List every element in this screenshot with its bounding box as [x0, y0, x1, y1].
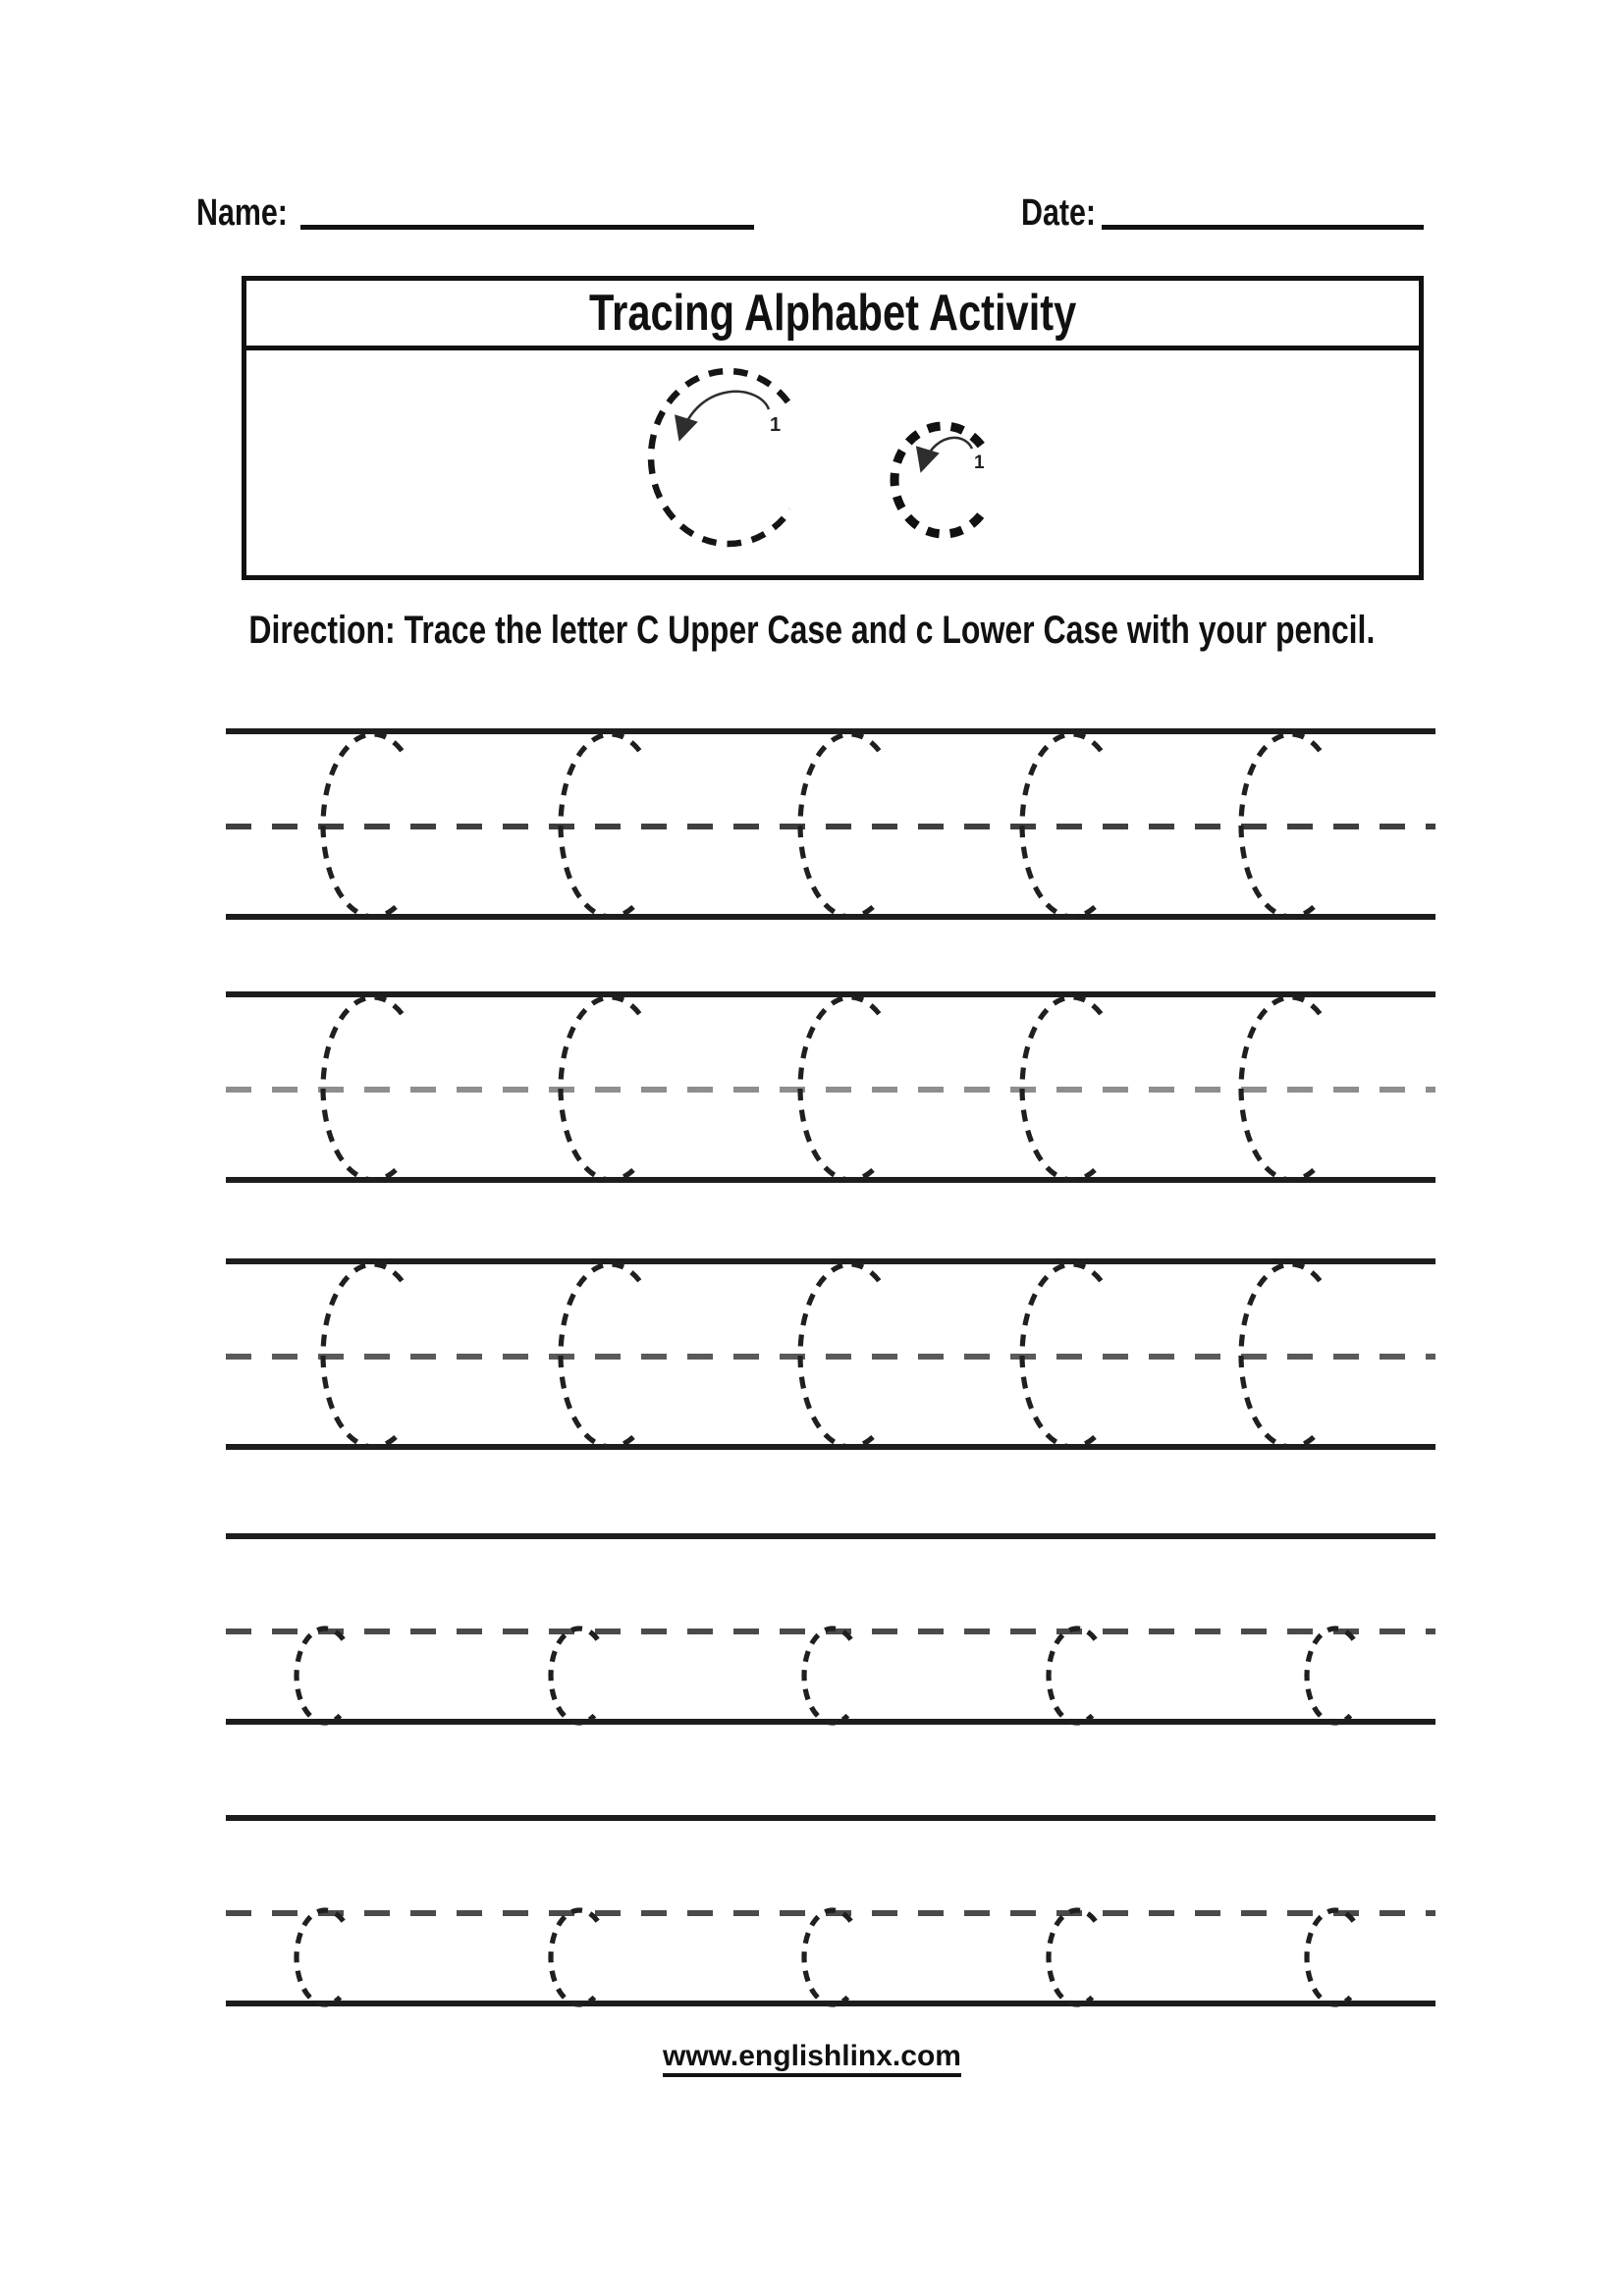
trace-letter-uppercase-C: [557, 1260, 665, 1452]
trace-letter-lowercase-c: [1301, 1905, 1370, 2008]
trace-letter-uppercase-C: [1018, 730, 1126, 922]
direction-text: Direction: Trace the letter C Upper Case and c Lower Case with your pencil.: [248, 609, 1376, 652]
trace-letter-uppercase-C: [557, 730, 665, 922]
trace-letter-lowercase-c: [798, 1624, 867, 1727]
trace-letter-outline: [561, 734, 639, 917]
trace-letter-outline: [1241, 1264, 1320, 1447]
trace-letter-outline: [1049, 1629, 1096, 1723]
trace-letter-outline: [800, 1264, 879, 1447]
footer-link[interactable]: www.englishlinx.com: [663, 2040, 961, 2077]
trace-letter-outline: [1022, 1264, 1101, 1447]
demo-uppercase-c-outline: [651, 371, 790, 544]
trace-letter-outline: [561, 997, 639, 1180]
trace-letter-uppercase-C: [319, 1260, 427, 1452]
title-row: [246, 281, 1419, 350]
trace-letter-outline: [323, 997, 402, 1180]
trace-letter-outline: [1241, 734, 1320, 917]
trace-letter-lowercase-c: [545, 1905, 614, 2008]
trace-letter-outline: [1022, 734, 1101, 917]
worksheet-title: Tracing Alphabet Activity: [588, 285, 1077, 342]
date-blank-line: [1102, 225, 1424, 230]
trace-letter-uppercase-C: [796, 993, 904, 1185]
footer: [0, 2040, 1624, 2073]
trace-letter-outline: [1307, 1910, 1354, 2004]
trace-letter-uppercase-C: [796, 730, 904, 922]
name-blank-line: [300, 225, 754, 230]
trace-letter-outline: [551, 1910, 598, 2004]
trace-letter-outline: [1241, 997, 1320, 1180]
trace-letter-outline: [561, 1264, 639, 1447]
stroke-direction-arrow: [680, 392, 769, 437]
date-label: Date:: [1021, 192, 1097, 234]
title-box: [242, 276, 1424, 580]
practice-row-2-uppercase: [226, 991, 1435, 1183]
trace-letter-lowercase-c: [1043, 1624, 1111, 1727]
practice-row-3-uppercase: [226, 1258, 1435, 1450]
stroke-number: 1: [974, 453, 985, 473]
trace-letter-uppercase-C: [319, 730, 427, 922]
trace-letter-uppercase-C: [557, 993, 665, 1185]
direction-line: [0, 609, 1624, 652]
name-label: Name:: [196, 192, 288, 234]
trace-letter-uppercase-C: [1237, 730, 1345, 922]
trace-letter-outline: [800, 734, 879, 917]
trace-letter-outline: [297, 1910, 344, 2004]
practice-row-1-uppercase: [226, 728, 1435, 920]
trace-letter-outline: [323, 734, 402, 917]
letter-demo-area: [246, 350, 1419, 570]
trace-letter-outline: [323, 1264, 402, 1447]
trace-letter-uppercase-C: [1237, 1260, 1345, 1452]
trace-letter-uppercase-C: [796, 1260, 904, 1452]
trace-letter-uppercase-C: [1018, 993, 1126, 1185]
trace-letter-lowercase-c: [1301, 1624, 1370, 1727]
practice-row-4-lowercase: [226, 1533, 1435, 1725]
trace-letter-lowercase-c: [545, 1624, 614, 1727]
trace-letter-outline: [800, 997, 879, 1180]
trace-letter-outline: [1307, 1629, 1354, 1723]
trace-letter-lowercase-c: [798, 1905, 867, 2008]
stroke-number: 1: [770, 414, 782, 436]
top-line: [226, 1815, 1435, 1821]
trace-letter-uppercase-C: [1018, 1260, 1126, 1452]
trace-letter-uppercase-C: [1237, 993, 1345, 1185]
demo-uppercase-c: [645, 366, 812, 549]
trace-letter-outline: [297, 1629, 344, 1723]
trace-letter-outline: [804, 1910, 851, 2004]
trace-letter-outline: [551, 1629, 598, 1723]
trace-letter-uppercase-C: [319, 993, 427, 1185]
trace-letter-outline: [1022, 997, 1101, 1180]
trace-letter-lowercase-c: [291, 1905, 359, 2008]
trace-letter-outline: [804, 1629, 851, 1723]
top-line: [226, 1533, 1435, 1539]
trace-letter-lowercase-c: [1043, 1905, 1111, 2008]
stroke-direction-arrow: [922, 438, 972, 468]
demo-lowercase-c: [890, 421, 998, 539]
trace-letter-outline: [1049, 1910, 1096, 2004]
trace-letter-lowercase-c: [291, 1624, 359, 1727]
practice-row-5-lowercase: [226, 1815, 1435, 2006]
